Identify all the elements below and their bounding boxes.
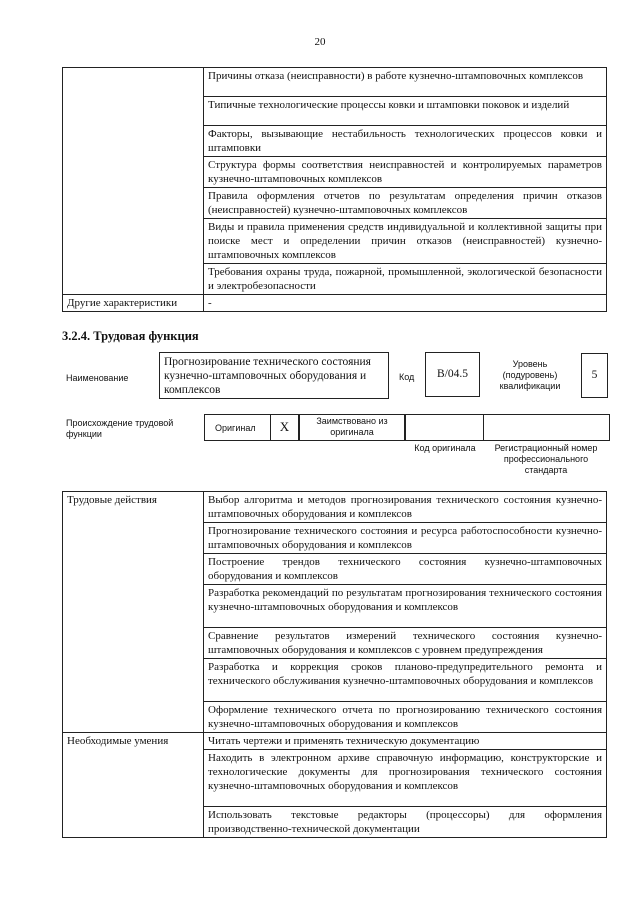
action-item: Сравнение результатов измерений технического состояния кузнечно-штамповочных оборудования и комплексов с уровнем предупреждения <box>204 628 607 659</box>
knowledge-item: Факторы, вызывающие нестабильность технологических процессов ковки и штамповки <box>204 126 607 157</box>
code-box <box>425 352 480 397</box>
action-item: Разработка и коррекция сроков планово-предупредительного ремонта и технического обслуживания кузнечно-штамповочных оборудования и комплексов <box>204 659 607 702</box>
function-name-value: Прогнозирование технического состояния кузнечно-штамповочных оборудования и комплексов <box>164 356 371 396</box>
borrowed-label: Заимствовано из оригинала <box>316 416 388 437</box>
skill-item: Находить в электронном архиве справочную информацию, конструкторские и технологические документы для прогнозирования технического состояния кузнечно-штамповочных оборудования и комплексов <box>204 750 607 807</box>
actions-label: Трудовые действия <box>63 492 204 733</box>
table-row <box>63 295 607 312</box>
original-code-cell <box>405 414 484 441</box>
knowledge-item: Причины отказа (неисправности) в работе кузнечно-штамповочных комплексов <box>204 68 607 97</box>
action-item: Прогнозирование технического состояния и ресурса работоспособности кузнечно-штамповочных оборудования и комплексов <box>204 523 607 554</box>
original-label: Оригинал <box>215 423 256 433</box>
knowledge-table <box>62 67 607 312</box>
skill-item: Читать чертежи и применять техническую документацию <box>204 733 607 750</box>
level-box <box>581 353 608 398</box>
table-row <box>63 492 607 523</box>
skills-label: Необходимые умения <box>63 733 204 838</box>
original-code-caption: Код оригинала <box>414 443 476 453</box>
section-heading: 3.2.4. Трудовая функция <box>62 329 199 343</box>
knowledge-item: Виды и правила применения средств индивидуальной и коллективной защиты при поиске мест и определении причин отказов (неисправностей) кузнечно-штамповочных комплексов <box>204 219 607 264</box>
name-label: Наименование <box>66 373 129 383</box>
original-mark: X <box>279 419 290 434</box>
knowledge-label-cell <box>63 68 204 295</box>
code-value: B/04.5 <box>437 368 468 380</box>
action-item: Построение трендов технического состояния кузнечно-штамповочных оборудования и комплексов <box>204 554 607 585</box>
origin-label: Происхождение трудовой функции <box>66 418 174 439</box>
action-item: Разработка рекомендаций по результатам прогнозирования технического состояния кузнечно-штамповочных оборудования и комплексов <box>204 585 607 628</box>
level-label: Уровень (подуровень) квалификации <box>499 359 561 391</box>
level-value: 5 <box>591 369 598 381</box>
knowledge-item: Правила оформления отчетов по результатам определения причин отказов (неисправностей) кузнечно-штамповочных комплексов <box>204 188 607 219</box>
function-name-box <box>159 352 389 399</box>
other-characteristics-value: - <box>204 295 607 312</box>
code-label: Код <box>399 372 415 382</box>
knowledge-item: Требования охраны труда, пожарной, промышленной, экологической безопасности и электробезопасности <box>204 264 607 295</box>
table-row <box>63 733 607 750</box>
knowledge-item: Типичные технологические процессы ковки и штамповки поковок и изделий <box>204 97 607 126</box>
knowledge-item: Структура формы соответствия неисправностей и контролируемых параметров кузнечно-штамповочных комплексов <box>204 157 607 188</box>
skill-item: Использовать текстовые редакторы (процессоры) для оформления производственно-технической документации <box>204 807 607 838</box>
action-item: Оформление технического отчета по прогнозированию технического состояния кузнечно-штамповочных оборудования и комплексов <box>204 702 607 733</box>
functions-table <box>62 491 607 838</box>
registration-number-caption: Регистрационный номер профессионального стандарта <box>494 443 598 475</box>
page-number: 20 <box>314 36 326 48</box>
action-item: Выбор алгоритма и методов прогнозирования технического состояния кузнечно-штамповочных оборудования и комплексов <box>204 492 607 523</box>
table-row <box>63 68 607 97</box>
other-characteristics-label: Другие характеристики <box>63 295 204 312</box>
